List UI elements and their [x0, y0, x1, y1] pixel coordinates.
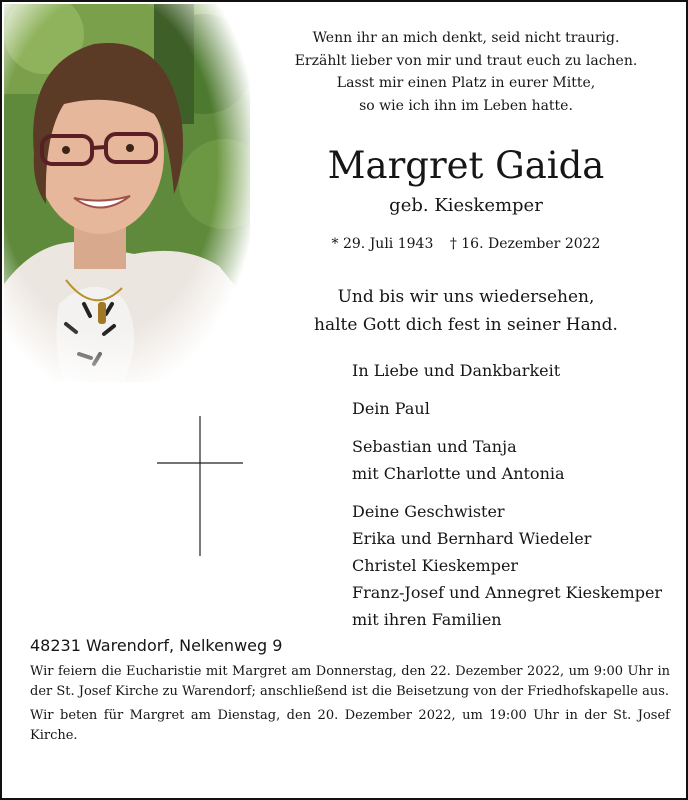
mourner-spouse: Dein Paul — [352, 399, 430, 418]
poem-line: so wie ich ihn im Leben hatte. — [359, 97, 573, 114]
mourner-line: Franz-Josef und Annegret Kieskemper — [352, 583, 663, 602]
birth-name: geb. Kieskemper — [389, 195, 543, 216]
mourners-children — [352, 433, 682, 487]
poem — [264, 27, 668, 117]
mourner-line: Erika und Bernhard Wiedeler — [352, 529, 592, 548]
mourner-line: Sebastian und Tanja — [352, 437, 517, 456]
mourners-intro: In Liebe und Dankbarkeit — [352, 361, 561, 380]
address: 48231 Warendorf, Nelkenweg 9 — [30, 636, 283, 655]
mourners-list — [352, 357, 682, 644]
portrait-photo — [4, 4, 250, 382]
poem-line: Erzählt lieber von mir und traut euch zu lachen. — [294, 52, 638, 69]
mass-info: Wir feiern die Eucharistie mit Margret am Donnerstag, den 22. Dezember 2022, um 9:00 Uhr in der St. Josef Kirche zu Warendorf; anschließend ist die Beisetzung von der Friedhofskapelle aus. — [30, 664, 670, 699]
cross-icon — [157, 416, 243, 556]
service-info — [30, 662, 670, 750]
mourner-line: Christel Kieskemper — [352, 556, 519, 575]
verse — [264, 283, 668, 339]
mourner-line: Deine Geschwister — [352, 502, 505, 521]
verse-line: Und bis wir uns wiedersehen, — [337, 287, 595, 307]
mourner-line: mit ihren Familien — [352, 610, 502, 629]
birth-date: * 29. Juli 1943 — [331, 236, 434, 252]
death-date: † 16. Dezember 2022 — [449, 236, 601, 252]
prayer-info: Wir beten für Margret am Dienstag, den 20. Dezember 2022, um 19:00 Uhr in der St. Josef Kirche. — [30, 708, 670, 743]
poem-line: Wenn ihr an mich denkt, seid nicht traurig. — [312, 30, 620, 46]
deceased-name: Margret Gaida — [327, 144, 605, 187]
poem-line: Lasst mir einen Platz in eurer Mitte, — [336, 75, 596, 91]
mourner-line: mit Charlotte und Antonia — [352, 464, 565, 483]
mourners-siblings — [352, 498, 682, 633]
verse-line: halte Gott dich fest in seiner Hand. — [314, 315, 618, 335]
life-dates — [264, 234, 668, 254]
